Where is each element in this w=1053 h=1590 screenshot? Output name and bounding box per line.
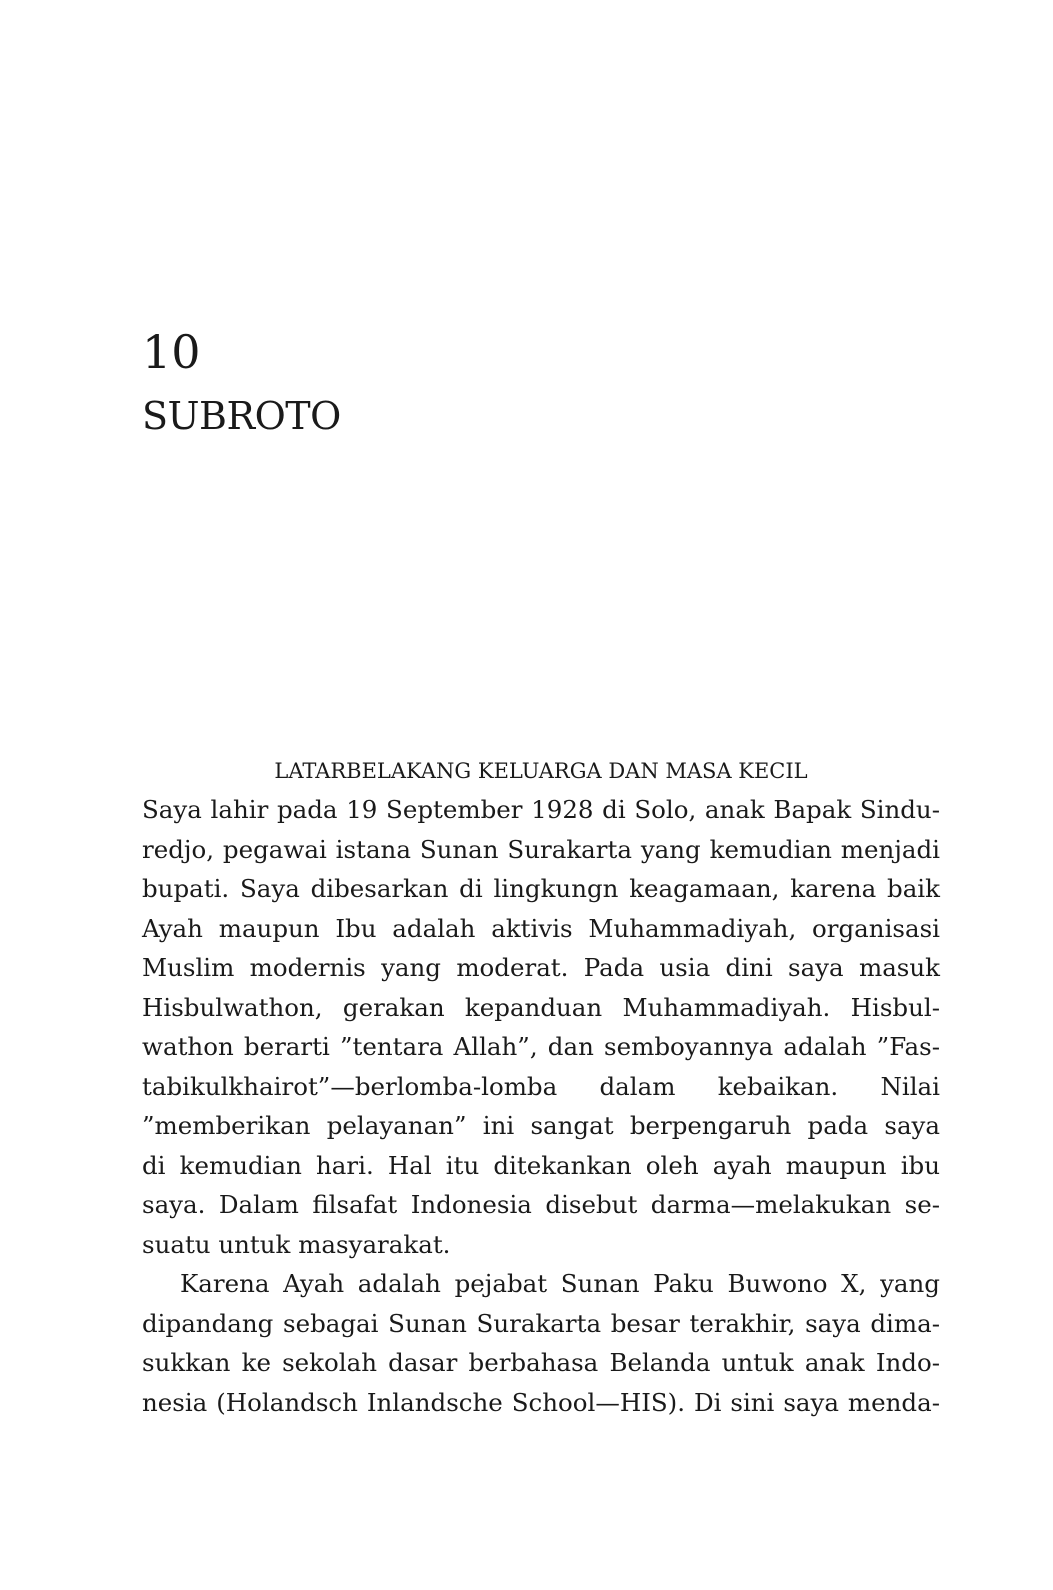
section-heading: LATARBELAKANG KELUARGA DAN MASA KECIL xyxy=(274,759,808,783)
text-line: bupati. Saya dibesarkan di lingkungn keagamaan, karena baik xyxy=(142,874,940,903)
text-line: Saya lahir pada 19 September 1928 di Solo, anak Bapak Sindu- xyxy=(142,795,940,824)
text-line: Ayah maupun Ibu adalah aktivis Muhammadiyah, organisasi xyxy=(142,913,940,943)
text-line: redjo, pegawai istana Sunan Surakarta yang kemudian menjadi xyxy=(142,834,940,864)
chapter-number: 10 xyxy=(142,325,201,379)
text-line: Karena Ayah adalah pejabat Sunan Paku Buwono X, yang xyxy=(180,1269,940,1298)
text-line: di kemudian hari. Hal itu ditekankan oleh ayah maupun ibu xyxy=(142,1150,940,1180)
text-line: dipandang sebagai Sunan Surakarta besar terakhir, saya dima- xyxy=(142,1308,940,1338)
text-line: sukkan ke sekolah dasar berbahasa Belanda untuk anak Indo- xyxy=(142,1348,940,1377)
chapter-title: SUBROTO xyxy=(142,394,341,438)
text-line: suatu untuk masyarakat. xyxy=(142,1229,451,1259)
text-line: nesia (Holandsch Inlandsche School—HIS). Di sini saya menda- xyxy=(142,1387,940,1417)
paragraph-2 xyxy=(142,1264,940,1422)
body-text xyxy=(142,790,940,1422)
text-line: ”memberikan pelayanan” ini sangat berpengaruh pada saya xyxy=(142,1111,940,1140)
text-line: wathon berarti ”tentara Allah”, dan semboyannya adalah ”Fas- xyxy=(142,1032,940,1061)
text-line: Hisbulwathon, gerakan kepanduan Muhammadiyah. Hisbul- xyxy=(142,992,940,1022)
text-line: saya. Dalam filsafat Indonesia disebut darma—melakukan se- xyxy=(142,1190,940,1219)
text-line: Muslim modernis yang moderat. Pada usia dini saya masuk xyxy=(142,953,940,982)
paragraph-1 xyxy=(142,790,940,1264)
text-line: tabikulkhairot”—berlomba-lomba dalam kebaikan. Nilai xyxy=(142,1071,940,1101)
